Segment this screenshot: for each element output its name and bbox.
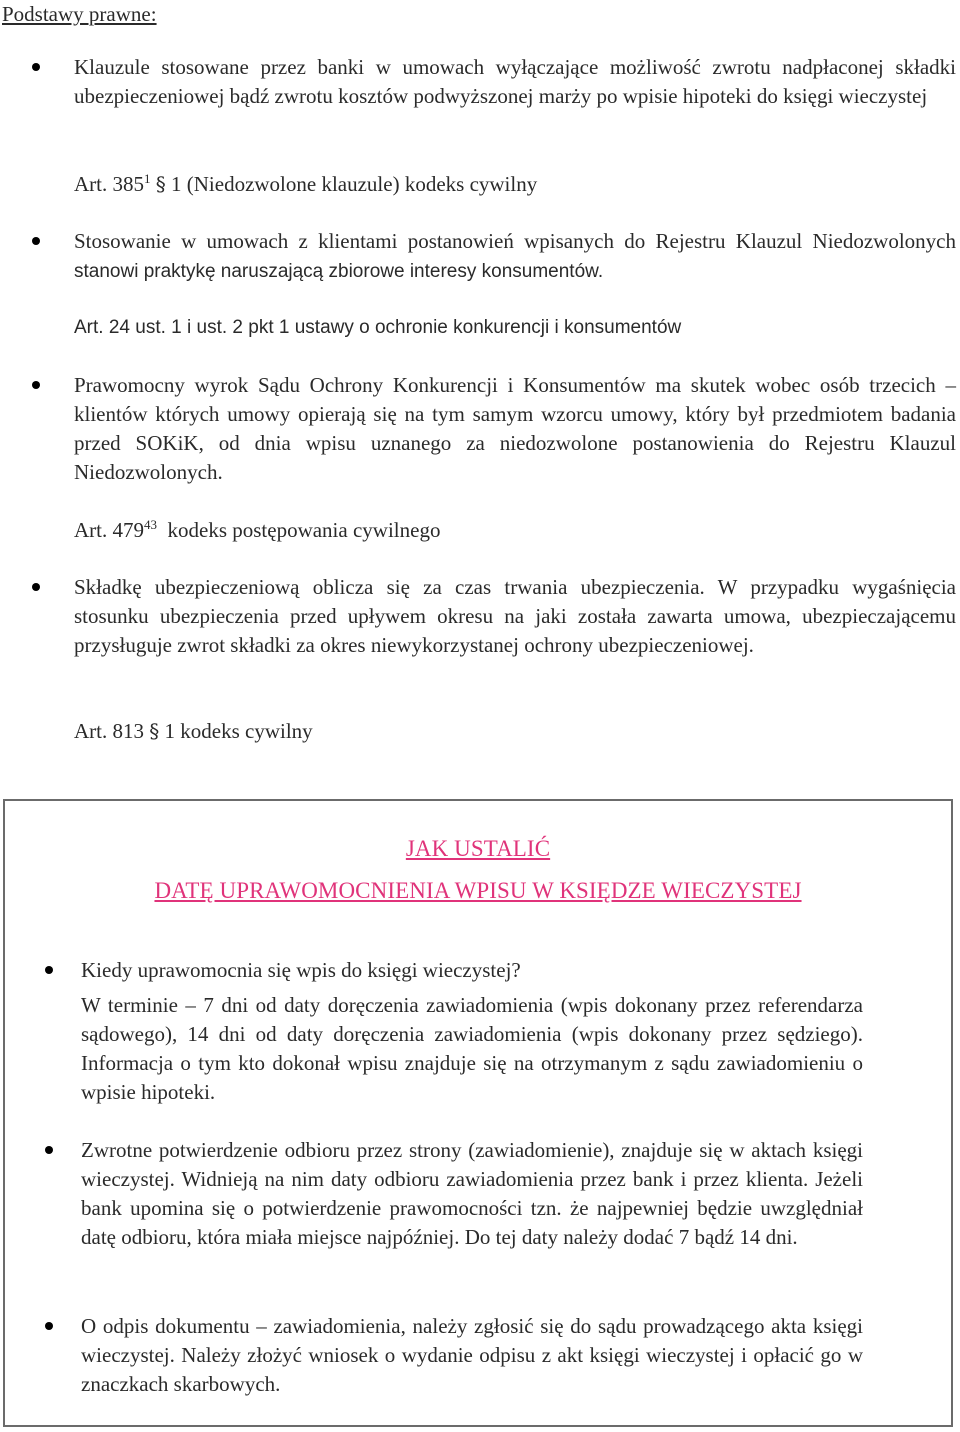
ref-description: 1 kodeks cywilny: [164, 719, 313, 743]
legal-reference-3: [74, 516, 440, 547]
box-title-line2: DATĘ UPRAWOMOCNIENIA WPISU W KSIĘDZE WIECZYSTEJ: [154, 878, 802, 903]
list-item-judgment: [74, 371, 956, 487]
section-sign: §: [149, 719, 160, 743]
section-sign: §: [155, 172, 166, 196]
item-text: Stosowanie w umowach z klientami postanowień wpisanych do Rejestru Klauzul Niedozwolonych: [74, 229, 956, 253]
info-box: [3, 799, 953, 1427]
question-text: Kiedy uprawomocnia się wpis do księgi wieczystej?: [81, 958, 521, 982]
bullet-icon: [32, 237, 40, 245]
ref-description: kodeks postępowania cywilnego: [167, 518, 441, 542]
item-text: Klauzule stosowane przez banki w umowach wyłączające możliwość zwrotu nadpłaconej składki ubezpieczeniowej bądź zwrotu kosztów podwyższonej marży po wpisie hipoteki do księgi wieczystej: [74, 55, 956, 108]
page-heading: Podstawy prawne:: [2, 2, 157, 26]
ref-description: 1 (Niedozwolone klauzule) kodeks cywilny: [171, 172, 538, 196]
item-text: Prawomocny wyrok Sądu Ochrony Konkurencji i Konsumentów ma skutek wobec osób trzecich – klientów których umowy opierają się na tym samym wzorcu umowy, który był przedmiotem badania przed SOKiK, od dnia wpisu uznanego za niedozwolone postanowienia do Rejestru Klauzul Niedozwolonych.: [74, 373, 956, 484]
box-title-line1: JAK USTALIĆ: [405, 836, 551, 861]
list-item-registry: [74, 227, 956, 286]
item-text: Składkę ubezpieczeniową oblicza się za czas trwania ubezpieczenia. W przypadku wygaśnięcia stosunku ubezpieczenia przed upływem okresu na jaki została zawarta umowa, ubezpieczającemu przysługuje zwrot składki za okres niewykorzystanej ochrony ubezpieczeniowej.: [74, 575, 956, 657]
bullet-icon: [45, 1322, 53, 1330]
ref-article: Art. 385: [74, 172, 144, 196]
ref-article: Art. 479: [74, 518, 144, 542]
answer-text: W terminie – 7 dni od daty doręczenia zawiadomienia (wpis dokonany przez referendarza sądowego), 14 dni od daty doręczenia zawiadomienia (wpis dokonany przez sędziego). Informacja o tym kto dokonał wpisu znajduje się na otrzymanym z sądu zawiadomieniu o wpisie hipoteki.: [81, 993, 863, 1104]
ref-article: Art. 813: [74, 719, 144, 743]
box-list-item-copy: [81, 1312, 863, 1399]
box-list-item-question: [81, 956, 863, 1107]
item-text-continued: stanowi praktykę naruszającą zbiorowe interesy konsumentów.: [74, 261, 604, 282]
bullet-icon: [32, 63, 40, 71]
legal-reference-4: [74, 717, 313, 746]
legal-reference-2: Art. 24 ust. 1 i ust. 2 pkt 1 ustawy o ochronie konkurencji i konsumentów: [74, 317, 682, 338]
ref-superscript: 1: [144, 171, 151, 186]
bullet-icon: [32, 381, 40, 389]
list-item-premium: [74, 573, 956, 660]
item-text: O odpis dokumentu – zawiadomienia, należy zgłosić się do sądu prowadzącego akta księgi wieczystej. Należy złożyć wniosek o wydanie odpisu z akt księgi wieczystej i opłacić go w znaczkach skarbowych.: [81, 1314, 863, 1396]
box-list-item-confirmation: [81, 1136, 863, 1252]
bullet-icon: [45, 966, 53, 974]
list-item-clauses: [74, 53, 956, 111]
ref-superscript: 43: [144, 517, 157, 532]
item-text: Zwrotne potwierdzenie odbioru przez strony (zawiadomienie), znajduje się w aktach księgi wieczystej. Widnieją na nim daty odbioru zawiadomienia przez bank i przez klienta. Jeżeli bank upomina się o potwierdzenie prawomocności tzn. że najpewniej będzie uwzględniał datę odbioru, która miała miejsce najpóźniej. Do tej daty należy dodać 7 bądź 14 dni.: [81, 1138, 863, 1249]
bullet-icon: [45, 1146, 53, 1154]
legal-reference-1: [74, 170, 537, 201]
bullet-icon: [32, 583, 40, 591]
